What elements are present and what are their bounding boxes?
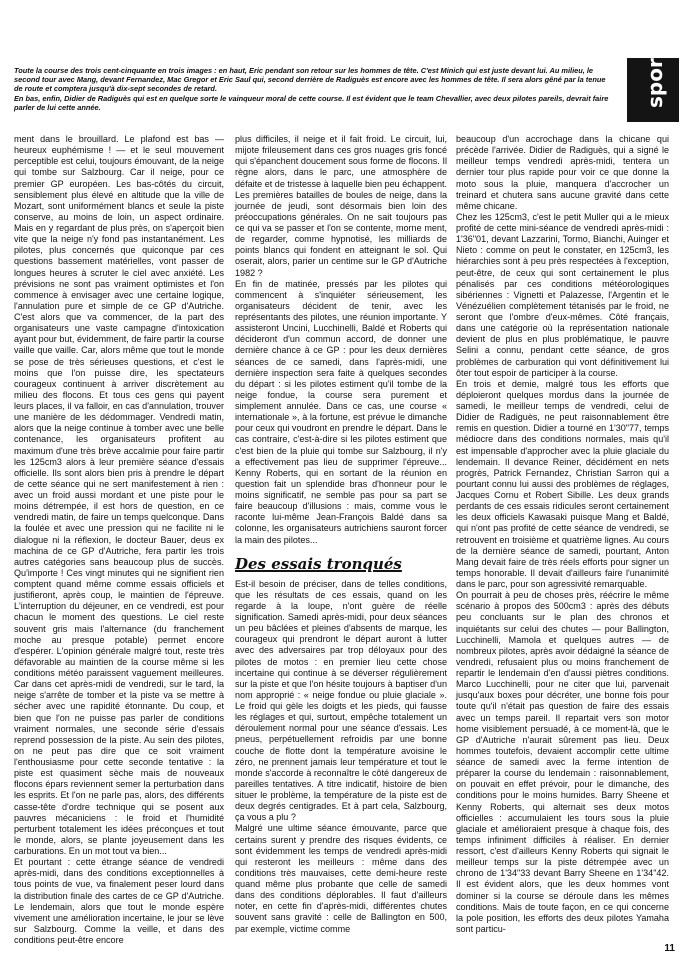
- article-column-3: [456, 134, 669, 935]
- paragraph: Malgré une ultime séance émouvante, parce que certains surent y prendre des risques évidents, ce sont évidemment les temps de vendredi après-midi qui resteront les meilleurs : même dans des conditions très mauvaises, cette demi-heure reste quand même plus probante que celle de samedi dans des conditions déplorables. Il faut d'ailleurs noter, en cette fin d'après-midi, différentes chutes souvent sans gravité : celle de Ballington en 500, par exemple, victime comme: [235, 823, 447, 934]
- caption-line: Toute la course des trois cent-cinquante en trois images : en haut, Eric pendant son retour sur les hommes de tête. C'est Minich qui est juste devant lui. Au milieu, le second tour avec Mang, devant Fernandez, Mac Gregor et Eric Saul qui, second derrière de Radiguès est encore avec les hommes de tête. Il sera alors gêné par la tenue de route et comptera jusqu'à dix-sept secondes de retard.: [14, 66, 606, 94]
- section-badge-label: sport: [643, 48, 667, 108]
- caption-line: En bas, enfin, Didier de Radiguès qui est en quelque sorte le vainqueur moral de cette course. Il est évident que le team Chevallier, avec deux pilotes pareils, devrait faire parler de lui cette année.: [14, 93, 609, 112]
- paragraph: Chez les 125cm3, c'est le petit Muller qui a le mieux profité de cette mini-séance de vendredi après-midi : 1'36"01, devant Lazzarini, Tormo, Bianchi, Auinger et Nieto : comme on peut le constater, en 125cm3, les hiérarchies sont à peu près respectées à l'exception, peut-être, de ceux qui sont certainement le plus pénalisés par ces conditions météorologiques sibériennes : Vignetti et Palazesse, l'Argentin et le Vénézuélien complètement tétanisés par le froid, ne seront que l'ombre d'eux-mêmes. Côté français, dans une catégorie où la représentation nationale devient de plus en plus problématique, le pauvre Selini a connu, pendant cette séance, de gros problèmes de carburation qui vont définitivement lui ôter tout espoir de participer à la course.: [456, 211, 669, 378]
- paragraph: plus difficiles, il neige et il fait froid. Le circuit, lui, mijote frileusement dans ces gros nuages gris foncé qui s'épanchent doucement sous forme de flocons. Il règne alors, dans le parc, une atmosphère de défaite et de tristesse à laquelle bien peu échappent. Les premières batailles de boules de neige, dans la journée de jeudi, sont désormais bien loin des préoccupations générales. On ne sait toujours pas ce qui va se passer et l'on se contente, morne ment, de regarder, comme hypnotisé, les milliards de points blancs qui fondent en atteignant le sol. Qui oserait, alors, parier un centime sur le GP d'Autriche 1982 ?: [235, 134, 447, 278]
- article-column-2: [235, 134, 447, 935]
- paragraph: beaucoup d'un accrochage dans la chicane qui précède l'arrivée. Didier de Radiguès, qui a signé le meilleur temps vendredi après-midi, tentera un dernier tour plus rapide pour voir ce que donne la moto sous la pluie, manquera d'accrocher un treinard et chutera sans aucune gravité dans cette même chicane.: [456, 134, 669, 211]
- page-number: 11: [664, 943, 675, 954]
- photo-caption: [14, 66, 614, 112]
- paragraph: Est-il besoin de préciser, dans de telles conditions, que les résultats de ces essais, quand on les regarde à la loupe, n'ont guère de réelle signification. Samedi après-midi, pour deux séances un peu bâclées et pleines d'absents de marque, les courageux qui prendront le départ auront à lutter avec des adversaires par trop déloyaux pour des pilotes de motos : en premier lieu cette chose incertaine qui continue à se déverser régulièrement sur la piste et que l'on hésite toujours à baptiser d'un nom approprié : « neige fondue ou pluie glaciale ». Le froid qui gèle les doigts et les pieds, qui fausse les réglages et qui, surtout, empêche totalement un déroulement normal pour une séance d'essais. Les pneus, perpétuellement refroidis par une bonne couche de flotte dont la température avoisine le zéro, ne prennent jamais leur température et tout le monde s'accorde à reconnaître le côté dangereux de pareilles tentatives. A titre indicatif, histoire de bien situer le problème, la température de la piste est de deux degrés centigrades. Et à part cela, Salzbourg, ça vous a plu ?: [235, 578, 447, 823]
- paragraph: Et pourtant : cette étrange séance de vendredi après-midi, dans des conditions exceptionnelles à tous points de vue, va finalement peser lourd dans la distribution finale des cartes de ce GP d'Autriche. Le lendemain, alors que tout le monde espère vivement une amélioration incertaine, le jour se lève sur Salzbourg. Comme la veille, et dans des conditions peut-être encore: [14, 857, 224, 945]
- section-badge: [627, 48, 679, 122]
- paragraph: ment dans le brouillard. Le plafond est bas — heureux euphémisme ! — et le seul mouvement perceptible est celui, toujours émouvant, de la neige qui tombe sur Salzbourg. Car il neige, pour ce premier GP européen. Les bas-côtés du circuit, sensiblement plus élevé en altitude que la ville de Mozart, sont uniformément blancs et seule la piste conserve, au moins de loin, un aspect ordinaire. Mais en y regardant de plus près, on s'aperçoit bien vite que la neige n'y fond pas instantanément. Les pilotes, plus concernés que quiconque par ces questions bassement matérielles, vont passer de longues heures à scruter le ciel avec anxiété. Les prévisions ne sont pas vraiment optimistes et l'on commence à envisager avec une certaine logique, l'annulation pure et simple de ce GP d'Autriche. C'est alors que va commencer, de la part des organisateurs une vaste campagne d'intoxication ayant pour but, évidemment, de faire partir la course vaille que vaille. Car, alors même que tout le monde se pose de très sérieuses questions, et c'est le moins que l'on puisse dire, les spectateurs courageux continuent à arriver discrètement au milieu des flocons. Et tous ces gens qui payent leurs places, il va falloir, en cas d'annulation, trouver une manière de les dédommager. Vendredi matin, alors que la neige continue à tomber avec une belle contenance, les organisateurs profitent au maximum d'une très brève accalmie pour faire partir les 125cm3 alors à leur première séance d'essais officielle. Ils sont alors bien pris à prendre le départ de cette séance qui ne sert manifestement à rien : avec un froid aussi mordant et une piste pour le moins détrempée, il est hors de question, en ce vendredi matin, de faire un temps quelconque. Dans la foulée et avec une pression qui ne facilite ni le dialogue ni la réflexion, le docteur Bauer, deus ex machina de ce GP d'Autriche, fera partir les trois autres catégories sans beaucoup plus de succès. Qu'importe ! Ces vingt minutes qui ne signifient rien comptent quand même comme essais officiels et justifieront, après coup, le maintien de l'épreuve. L'interruption du déjeuner, en ce vendredi, est pour chacun le moment des questions. Le ciel reste souvent gris mais l'alternance (du franchement moche au presque potable) permet encore d'espérer. L'opinion générale malgré tout, reste très défavorable au maintien de la course même si les conditions météo paraissent vaguement meilleures. Car dans cet après-midi de vendredi, sur le tard, la neige s'arrête de tomber et la piste va se mettre à sécher avec une rapidité étonnante. Du coup, et bien que l'on ne puisse pas parler de conditions vraiment normales, une seconde série d'essais reprend possession de la piste. Au sein des pilotes, on ne peut pas dire que ce soit vraiment l'enthousiasme pour cette seconde tentative : la piste est quasiment sèche mais de nouveaux flocons épars reviennent semer la perturbation dans les esprits. Et l'on ne parle pas, alors, des différents casse-tête d'ordre technique qui se posent aux pauvres mécaniciens : le froid et l'humidité perturbent totalement les idées préconçues et tout le monde, alors, se plante joyeusement dans les carburations. En un mot tout va bien...: [14, 134, 224, 856]
- paragraph: En fin de matinée, pressés par les pilotes qui commencent à s'inquiéter sérieusement, les organisateurs décident de tenir, avec les représentants des pilotes, une réunion importante. Y assisteront Uncini, Lucchinelli, Baldé et Roberts qui décideront d'un commun accord, de donner une dernière chance à ce GP : pour les deux dernières séances de ce samedi, dans l'après-midi, une dernière inspection sera faite à quelques secondes du départ : si les pilotes estiment qu'il tombe de la neige fondue, la course sera purement et simplement annulée. Dans ce cas, une course « internationale », à la fortune, est prévue le dimanche pour ceux qui voudront en prendre le départ. Dans le cas contraire, c'est-à-dire si les pilotes estiment que c'est bien de la pluie qui tombe sur Salzbourg, il n'y a effectivement pas lieu de supprimer l'épreuve... Kenny Roberts, qui en sortant de la réunion en question fait un splendide bras d'honneur pour le moins significatif, ne semble pas pour sa part se faire beaucoup d'illusions : mais, comme vous le raconte lui-même Jean-François Baldé dans sa colonne, les organisateurs autrichiens sauront forcer la main des pilotes...: [235, 278, 447, 545]
- section-heading: Des essais tronqués: [235, 554, 402, 573]
- article-column-1: [14, 134, 224, 946]
- paragraph: En trois et demie, malgré tous les efforts que déploieront quelques mordus dans la journée de samedi, le meilleur temps de vendredi, celui de Didier de Radiguès, ne peut raisonnablement être remis en question. Didier a tourné en 1'30"77, temps médiocre dans des conditions normales, mais qu'il est impensable d'approcher avec la pluie glaciale du lendemain. Il devance Reiner, décidément en nets progrès, Patrick Fernandez, Christian Sarron qui a pourtant connu lui aussi des problèmes de réglages, Jacques Cornu et Robert Sibille. Les deux grands perdants de ces essais ridicules seront certainement les deux officiels Kawasaki puisque Mang et Baldé, qui n'ont pas profité de cette séance de vendredi, se retrouvent en troisième et quatrième lignes. Au cours de la dernière séance de samedi, pourtant, Anton Mang devait faire de très réels efforts pour signer un temps honorable. Il devait d'ailleurs faire l'unanimité dans le parc, pour son agressivité remarquable.: [456, 378, 669, 589]
- paragraph: On pourrait à peu de choses près, réécrire le même scénario à propos des 500cm3 : après des débuts peu concluants sur le plan des chronos et inquiétants sur celui des chutes — pour Ballington, Lucchinelli, Mamola et quelques autres — de nombreux pilotes, après avoir dédaigné la séance de vendredi, refusaient plus ou moins franchement de repartir le lendemain d'en d'aussi piètres conditions. Marco Lucchinelli, pour ne citer que lui, parvenait jusqu'aux boxes pour décréter, une bonne fois pour toute qu'il n'était pas question de faire des essais avec un temps pareil. Il repartait vers son motor home visiblement persuadé, à ce moment-là, que le GP d'Autriche n'aurait sûrement pas lieu. Deux hommes toutefois, devaient accomplir cette ultime séance de samedi avec la ferme intention de préparer la course du lendemain : raisonnablement, on pouvait en effet prévoir, pour le dimanche, des conditions pour le moins humides. Barry Sheene et Kenny Roberts, qui alternait ses deux motos officielles : accumulaient les tours sous la pluie glaciale et amélioraient presque à chaque fois, des temps infiniment difficiles à réaliser. En dernier ressort, c'est d'ailleurs Kenny Roberts qui signait le meilleur temps sur la piste détrempée avec un chrono de 1'34"33 devant Barry Sheene en 1'34"42. Il est évident alors, que les deux hommes vont dominer si la course se déroule dans les mêmes conditions. Mais de toute façon, en ce qui concerne la pole position, les efforts des deux pilotes Yamaha sont particu-: [456, 590, 669, 934]
